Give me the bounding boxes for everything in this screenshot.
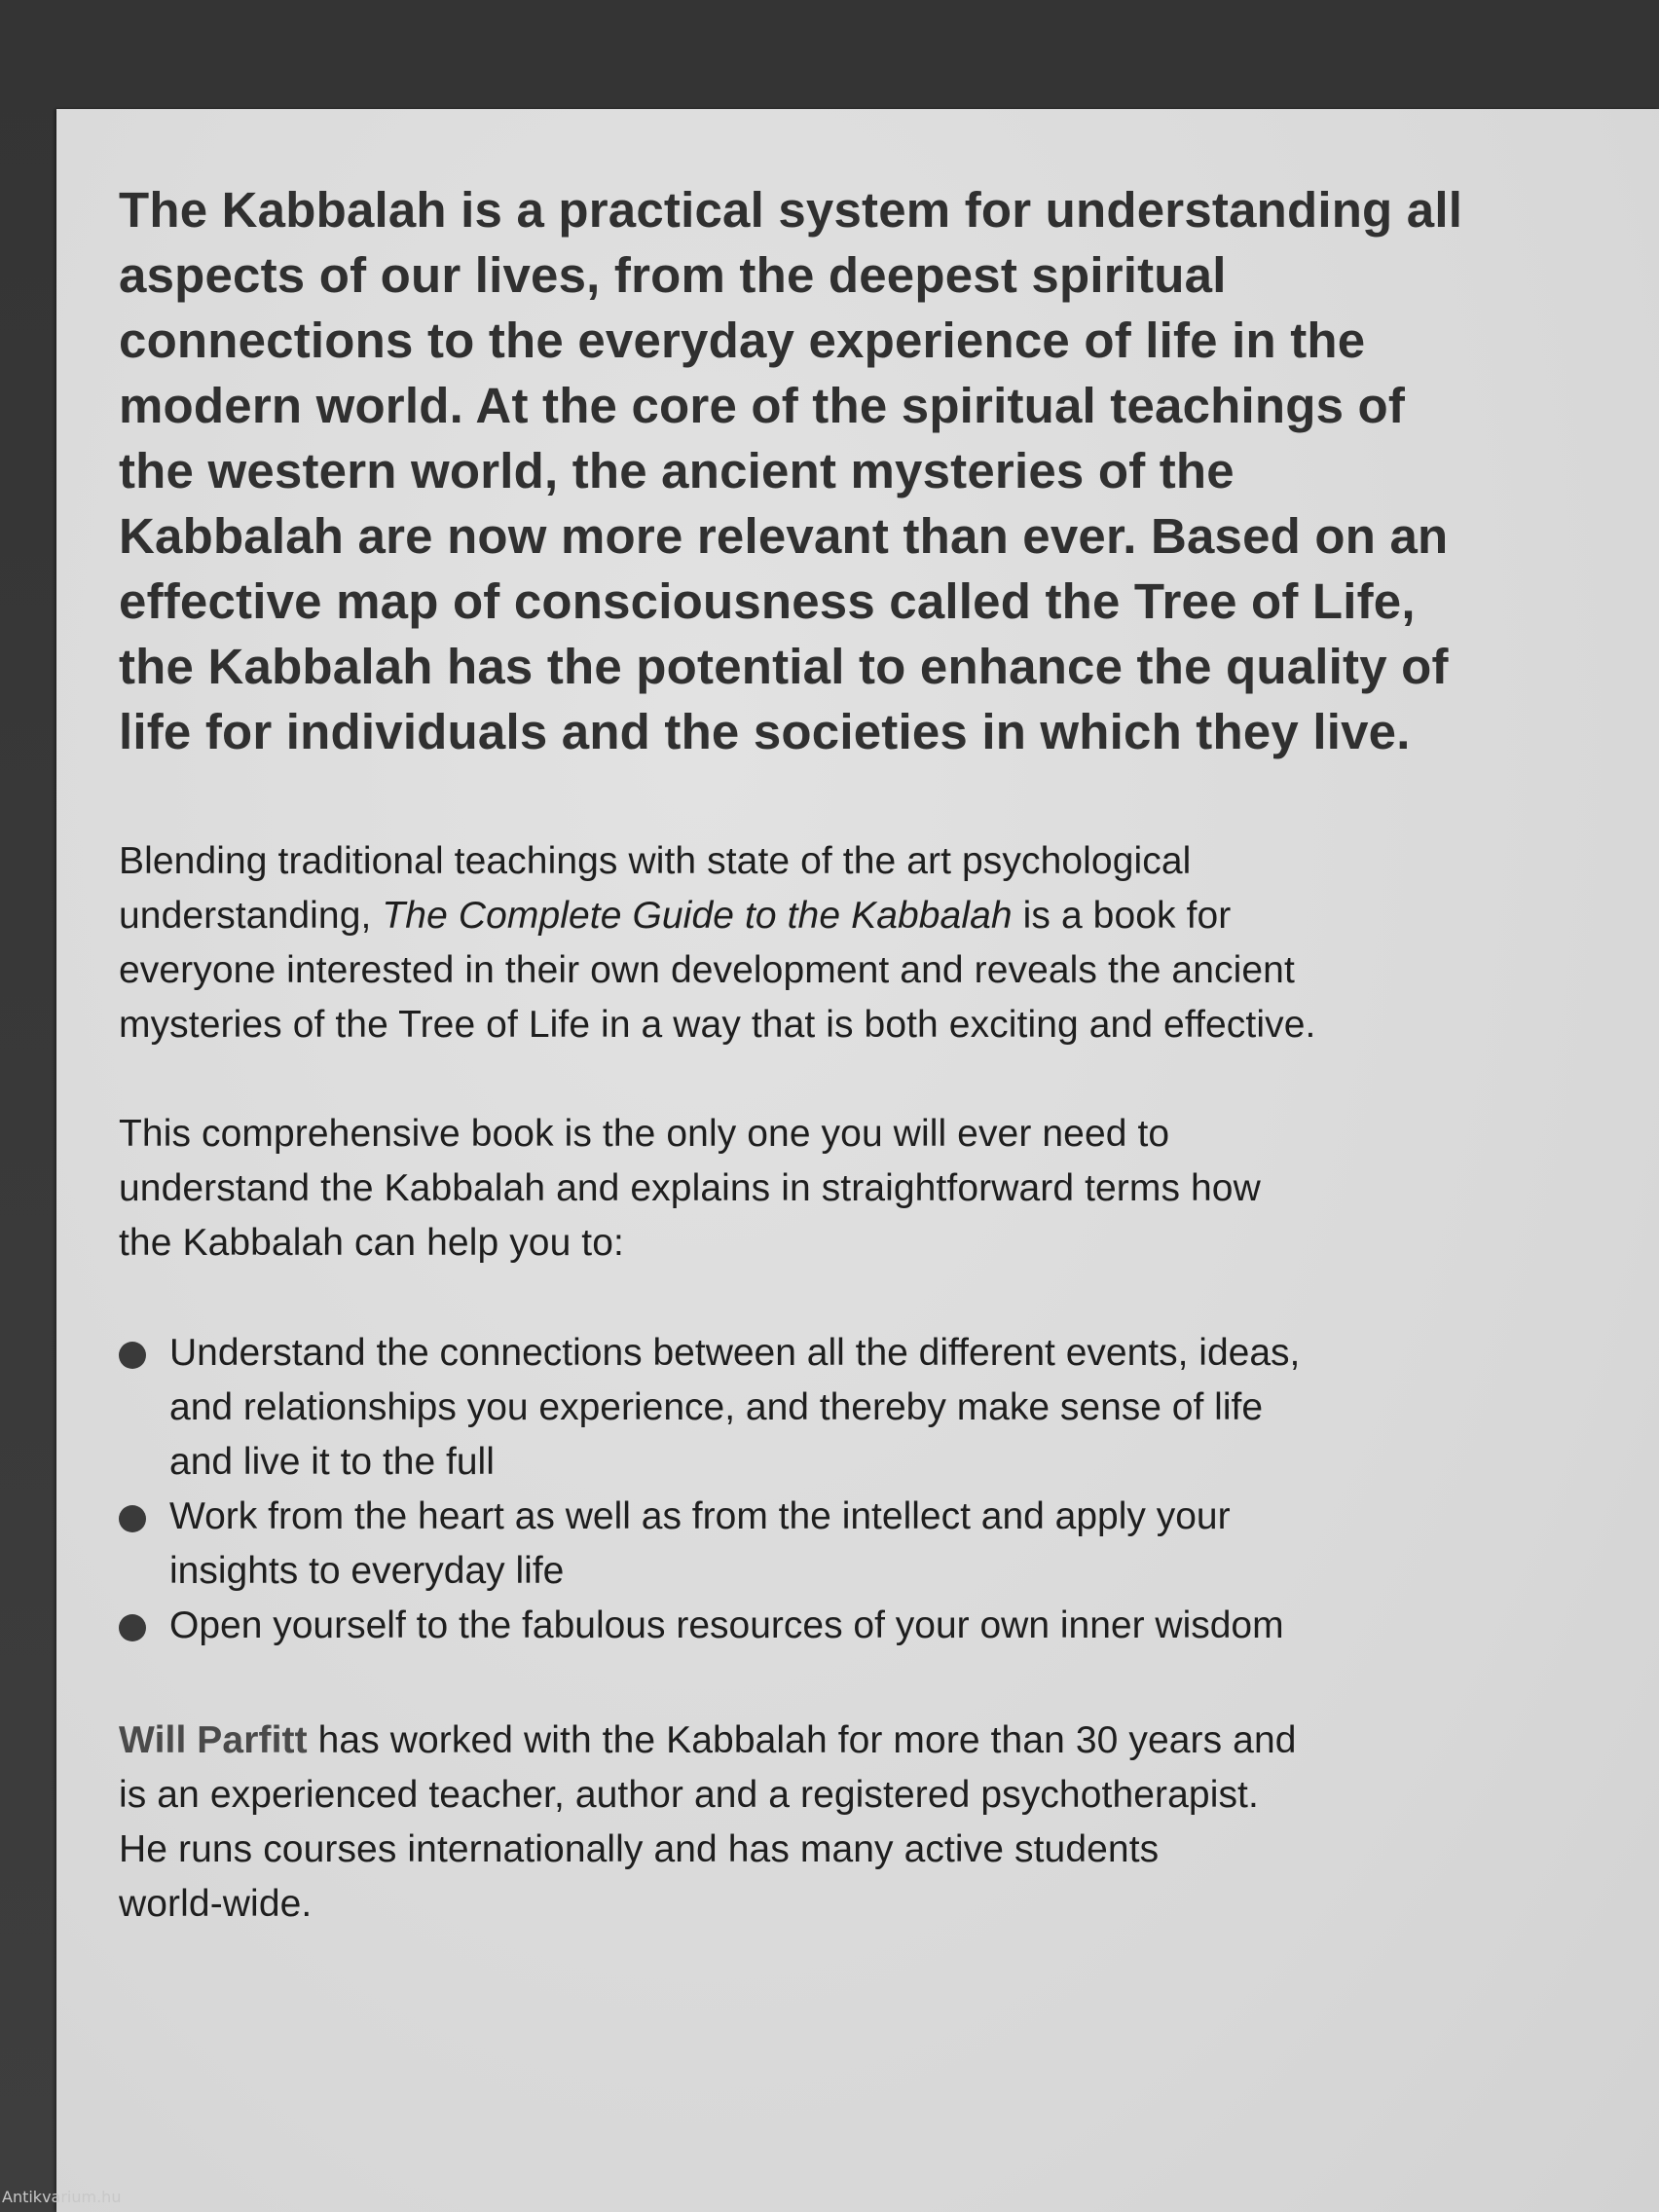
benefits-intro-paragraph bbox=[119, 1107, 1657, 1271]
intro-line: Kabbalah are now more relevant than ever. Based on an bbox=[119, 508, 1449, 564]
author-bio-line bbox=[119, 1714, 1657, 1768]
description-paragraph bbox=[119, 834, 1657, 1052]
intro-line: modern world. At the core of the spiritual teachings of bbox=[119, 378, 1406, 433]
cover-text bbox=[119, 177, 1657, 1932]
list-item-line: and live it to the full bbox=[169, 1441, 495, 1483]
intro-line: the Kabbalah has the potential to enhance the quality of bbox=[119, 639, 1449, 694]
book-back-cover bbox=[56, 109, 1659, 2212]
description-line: everyone interested in their own development and reveals the ancient bbox=[119, 949, 1295, 991]
intro-line: connections to the everyday experience of life in the bbox=[119, 313, 1366, 368]
description-text: is a book for bbox=[1012, 895, 1232, 937]
list-item bbox=[119, 1326, 1657, 1490]
intro-paragraph bbox=[119, 177, 1657, 764]
book-title: The Complete Guide to the Kabbalah bbox=[382, 895, 1013, 937]
description-line bbox=[119, 889, 1657, 943]
description-line: mysteries of the Tree of Life in a way that is both exciting and effective. bbox=[119, 1004, 1316, 1046]
intro-line: life for individuals and the societies in which they live. bbox=[119, 704, 1411, 759]
bullet-icon bbox=[119, 1505, 146, 1532]
list-item bbox=[119, 1490, 1657, 1599]
author-bio-text: has worked with the Kabbalah for more than 30 years and bbox=[307, 1719, 1297, 1761]
bullet-icon bbox=[119, 1342, 146, 1369]
list-item-line: Work from the heart as well as from the intellect and apply your bbox=[169, 1495, 1231, 1537]
intro-line: The Kabbalah is a practical system for understanding all bbox=[119, 182, 1463, 238]
description-line: Blending traditional teachings with state of the art psychological bbox=[119, 840, 1192, 882]
author-bio bbox=[119, 1714, 1657, 1932]
author-bio-line: is an experienced teacher, author and a registered psychotherapist. bbox=[119, 1774, 1259, 1816]
intro-line: effective map of consciousness called the Tree of Life, bbox=[119, 573, 1416, 629]
benefits-intro-line: This comprehensive book is the only one you will ever need to bbox=[119, 1113, 1170, 1155]
intro-line: aspects of our lives, from the deepest spiritual bbox=[119, 247, 1227, 303]
benefits-intro-line: understand the Kabbalah and explains in straightforward terms how bbox=[119, 1167, 1261, 1209]
list-item-line: Understand the connections between all the different events, ideas, bbox=[169, 1332, 1301, 1374]
author-name: Will Parfitt bbox=[119, 1719, 308, 1761]
bullet-icon bbox=[119, 1614, 146, 1641]
author-bio-line: He runs courses internationally and has many active students bbox=[119, 1828, 1160, 1870]
watermark: Antikvarium.hu bbox=[2, 2188, 122, 2206]
description-text: understanding, bbox=[119, 895, 383, 937]
list-item-line: and relationships you experience, and thereby make sense of life bbox=[169, 1386, 1264, 1428]
benefits-intro-line: the Kabbalah can help you to: bbox=[119, 1222, 624, 1264]
intro-line: the western world, the ancient mysteries of the bbox=[119, 443, 1235, 498]
author-bio-line: world-wide. bbox=[119, 1883, 313, 1925]
benefits-list bbox=[119, 1326, 1657, 1653]
list-item bbox=[119, 1599, 1657, 1653]
list-item-line: insights to everyday life bbox=[169, 1550, 565, 1592]
list-item-line: Open yourself to the fabulous resources of your own inner wisdom bbox=[169, 1604, 1284, 1646]
